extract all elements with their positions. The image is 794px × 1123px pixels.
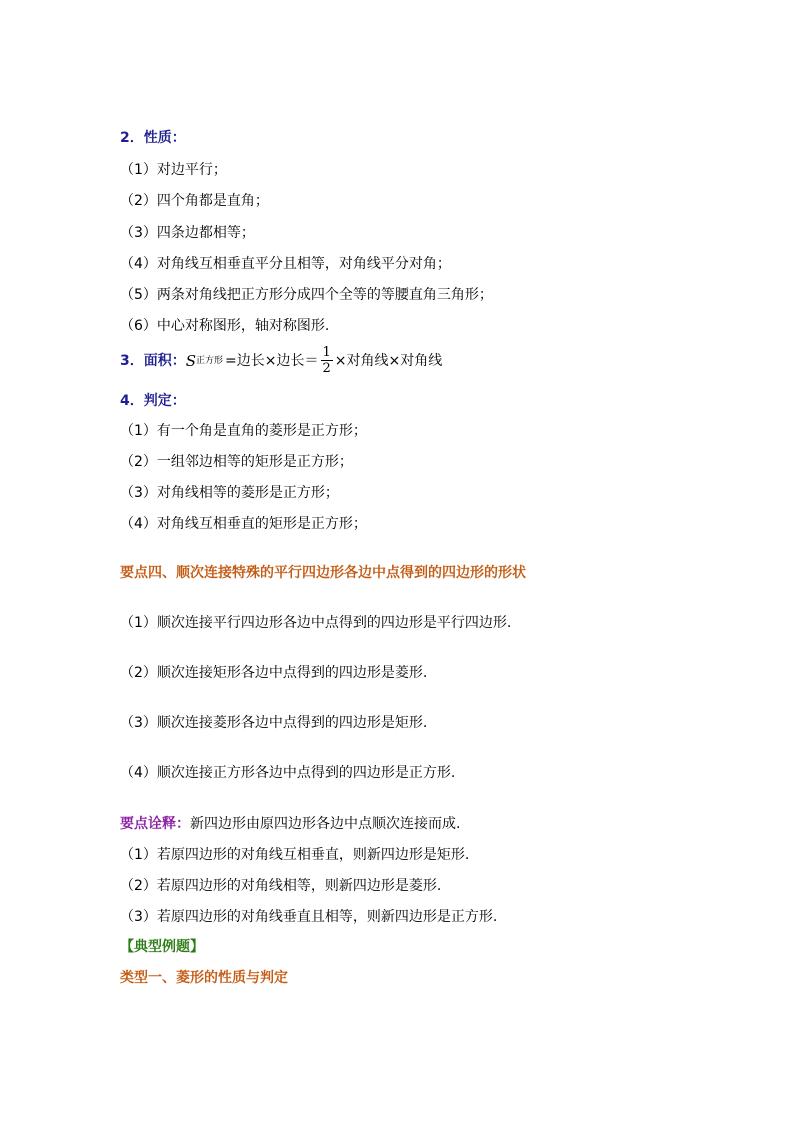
key-point-item-2: （2）顺次连接矩形各边中点得到的四边形是菱形.: [120, 665, 428, 681]
properties-heading: 2．性质：: [120, 130, 186, 146]
key-note-label: 要点诠释：: [120, 816, 190, 832]
property-item-2: （2）四个角都是直角；: [120, 193, 269, 209]
property-item-4: （4）对角线互相垂直平分且相等，对角线平分对角；: [120, 256, 451, 272]
key-note-line: [120, 814, 460, 834]
property-item-5: （5）两条对角线把正方形分成四个全等的等腰直角三角形；: [120, 287, 493, 303]
area-formula-part2: ×对角线×对角线: [334, 353, 443, 369]
area-subscript: 正方形: [196, 356, 224, 366]
key-point-item-1: （1）顺次连接平行四边形各边中点得到的四边形是平行四边形.: [120, 615, 512, 631]
judgement-item-3: （3）对角线相等的菱形是正方形；: [120, 485, 339, 501]
property-item-1: （1）对边平行；: [120, 162, 227, 178]
judgement-heading: 4．判定：: [120, 393, 186, 409]
key-point-item-3: （3）顺次连接菱形各边中点得到的四边形是矩形.: [120, 715, 428, 731]
key-note-text: 新四边形由原四边形各边中点顺次连接而成.: [190, 816, 461, 832]
area-symbol: S: [185, 352, 197, 370]
property-item-3: （3）四条边都相等；: [120, 225, 255, 241]
examples-heading: 【典型例题】: [120, 939, 204, 955]
judgement-item-1: （1）有一个角是直角的菱形是正方形；: [120, 423, 367, 439]
judgement-item-2: （2）一组邻边相等的矩形是正方形；: [120, 454, 353, 470]
area-line: [120, 346, 442, 376]
area-formula: [186, 346, 443, 377]
key-note-item-2: （2）若原四边形的对角线相等，则新四边形是菱形.: [120, 878, 442, 894]
area-fraction: [321, 345, 333, 376]
key-note-item-1: （1）若原四边形的对角线互相垂直，则新四边形是矩形.: [120, 847, 470, 863]
area-heading: 3．面积：: [120, 353, 186, 369]
fraction-denominator: 2: [322, 360, 331, 376]
judgement-item-4: （4）对角线互相垂直的矩形是正方形；: [120, 516, 367, 532]
area-formula-part1: =边长×边长＝: [225, 353, 319, 369]
property-item-6: （6）中心对称图形，轴对称图形.: [120, 318, 330, 334]
key-note-item-3: （3）若原四边形的对角线垂直且相等，则新四边形是正方形.: [120, 909, 498, 925]
key-point-four-heading: 要点四、顺次连接特殊的平行四边形各边中点得到的四边形的形状: [120, 565, 526, 581]
fraction-numerator: 1: [322, 344, 331, 360]
type-one-heading: 类型一、菱形的性质与判定: [120, 970, 288, 986]
key-point-item-4: （4）顺次连接正方形各边中点得到的四边形是正方形.: [120, 765, 456, 781]
